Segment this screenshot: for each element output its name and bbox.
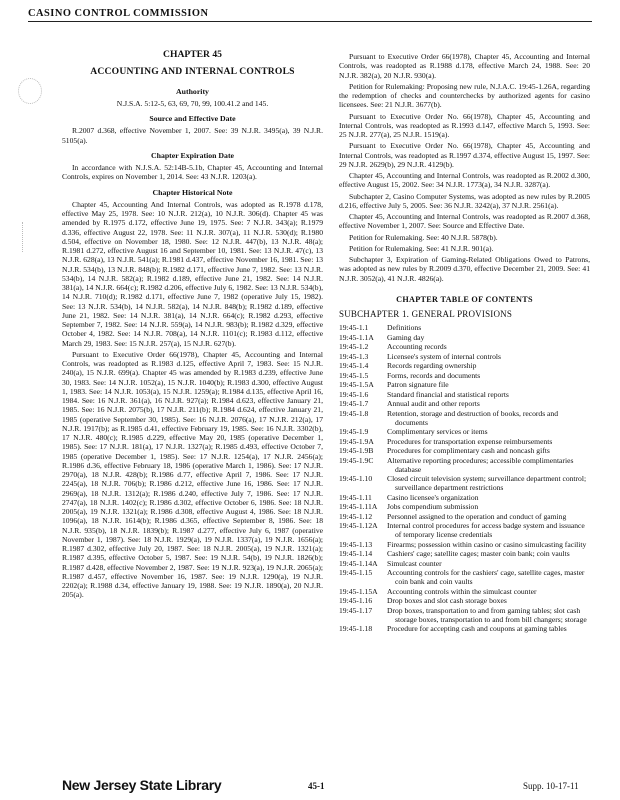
toc-section-title: Procedures for complimentary cash and noncash gifts <box>387 446 550 456</box>
authority-text: N.J.S.A. 5:12-5, 63, 69, 70, 99, 100.41.2 and 145. <box>116 98 269 108</box>
history-paragraph: Chapter 45, Accounting and Internal Controls, was readopted as R.2007 d.368, effective November 1, 2007. See: Source and Effective Date. <box>339 212 590 231</box>
toc-section-number: 19:45-1.2 <box>339 342 369 352</box>
toc-section-title: Procedure for accepting cash and coupons at gaming tables <box>387 624 567 634</box>
toc-title: CHAPTER TABLE OF CONTENTS <box>396 294 533 304</box>
right-column <box>339 52 590 634</box>
toc-section-title: Jobs compendium submission <box>387 502 479 512</box>
toc-section-number: 19:45-1.1 <box>339 323 369 333</box>
chapter-number: CHAPTER 45 <box>163 49 222 60</box>
toc-section-number: 19:45-1.9 <box>339 427 369 437</box>
toc-entry <box>339 540 590 549</box>
toc-section-title: Forms, records and documents <box>387 370 481 380</box>
toc-section-number: 19:45-1.8 <box>339 408 369 418</box>
history-paragraph: Subchapter 3, Expiration of Gaming-Related Obligations Owed to Patrons, was adopted as new rules by R.2009 d.370, effective December 21, 2009. See: 41 N.J.R. 3052(a), 41 N.J.R. 4826(a). <box>339 255 590 283</box>
toc-entry <box>339 380 590 389</box>
running-head: CASINO CONTROL COMMISSION <box>28 8 592 22</box>
toc-section-number: 19:45-1.3 <box>339 351 369 361</box>
margin-mark <box>22 222 24 252</box>
toc-section-number: 19:45-1.1A <box>339 332 374 342</box>
toc-section-title: Closed circuit television system; surveillance department control; surveillance department restrictions <box>387 474 587 493</box>
toc-section-title: Definitions <box>387 323 422 333</box>
toc-entry <box>339 568 590 586</box>
toc-entry <box>339 521 590 539</box>
toc-section-title: Simulcast counter <box>387 558 442 568</box>
toc-section-number: 19:45-1.17 <box>339 605 373 615</box>
toc-section-title: Procedures for transportation expense reimbursements <box>387 436 553 446</box>
toc-section-title: Firearms; possession within casino or casino simulcasting facility <box>387 539 587 549</box>
toc-subchapter: SUBCHAPTER 1. GENERAL PROVISIONS <box>339 309 513 319</box>
toc-section-title: Personnel assigned to the operation and conduct of gaming <box>387 511 567 521</box>
left-column <box>62 50 323 602</box>
toc-section-title: Accounting controls for the cashiers' cage, satellite cages, master coin bank and coin vaults <box>387 568 585 587</box>
toc-section-number: 19:45-1.5A <box>339 380 374 390</box>
toc-section-number: 19:45-1.4 <box>339 361 369 371</box>
library-stamp: New Jersey State Library <box>62 777 222 793</box>
source-heading: Source and Effective Date <box>149 114 236 123</box>
toc-entry <box>339 549 590 558</box>
toc-entry <box>339 446 590 455</box>
toc-section-number: 19:45-1.15 <box>339 568 373 578</box>
toc-section-title: Records regarding ownership <box>387 361 477 371</box>
toc-entry <box>339 409 590 427</box>
toc-section-number: 19:45-1.14 <box>339 549 373 559</box>
toc-entry <box>339 456 590 474</box>
toc-entry <box>339 559 590 568</box>
toc-section-number: 19:45-1.16 <box>339 596 373 606</box>
toc-section-number: 19:45-1.14A <box>339 558 378 568</box>
toc-entry <box>339 323 590 332</box>
toc-section-title: Retention, storage and destruction of books, records and documents <box>387 408 559 427</box>
toc-entry <box>339 399 590 408</box>
toc-entry <box>339 512 590 521</box>
toc-section-title: Licensee's system of internal controls <box>387 351 501 361</box>
toc-entry <box>339 606 590 624</box>
toc-entry <box>339 596 590 605</box>
history-paragraph: Petition for Rulemaking. See: 41 N.J.R. 901(a). <box>349 243 494 253</box>
toc-entry <box>339 390 590 399</box>
toc-section-number: 19:45-1.9C <box>339 455 374 465</box>
page-number: 45-1 <box>308 781 325 791</box>
history-paragraph: Pursuant to Executive Order No. 66(1978), Chapter 45, Accounting and Internal Controls, was readopted as R.1997 d.374, effective August 15, 1997. See: 29 N.J.R. 2629(b), 29 N.J.R. 4129(b). <box>339 141 590 169</box>
toc-section-title: Accounting controls within the simulcast counter <box>387 586 537 596</box>
toc-entry <box>339 474 590 492</box>
toc-section-number: 19:45-1.12A <box>339 521 378 531</box>
toc-section-title: Annual audit and other reports <box>387 399 480 409</box>
toc-entry <box>339 502 590 511</box>
toc-entry <box>339 342 590 351</box>
expiration-text: In accordance with N.J.S.A. 52:14B-5.1b, Chapter 45, Accounting and Internal Controls, expires on November 1, 2014. See: 43 N.J.R. 1203(a). <box>62 163 323 182</box>
toc-entry <box>339 333 590 342</box>
punch-hole-mark <box>18 78 42 104</box>
toc-section-title: Cashiers' cage; satellite cages; master coin bank; coin vaults <box>387 549 570 559</box>
toc-section-title: Standard financial and statistical reports <box>387 389 509 399</box>
history-paragraph: Pursuant to Executive Order 66(1978), Chapter 45, Accounting and Internal Controls, was readopted as R.1983 d.125, effective April 7, 1983. See: 15 N.J.R. 240(a), 15 N.J.R. 699(a). Chapter 45 was amended by R.1983 d.239, effective June 30, 1983. See: 14 N.J.R. 1052(a), 15 N.J.R. 1040(b); R.1983 d.300, effective August 1, 1983. See: 14 N.J.R. 1053(a), 15 N.J.R. 1259(a); R.1984 d.135, effective April 16, 1984. See: 16 N.J.R. 361(a), 16 N.J.R. 927(a); R.1984 d.623, effective January 21, 1985. See: 16 N.J.R. 2075(b), 17 N.J.R. 211(b); R.1984 d.624, effective January 21, 1985 (operative September 30, 1985). See: 16 N.J.R. 2076(a), 17 N.J.R. 212(a), 17 N.J.R. 1917(b); as R.1985 d.41, effective February 19, 1985. See: 16 N.J.R. 3302(b), 17 N.J.R. 480(c); R.1985 d.229, effective May 20, 1985 (operative December 1, 1985). See: 17 N.J.R. 181(a), 17 N.J.R. 1327(a); R.1985 d.493, effective October 7, 1985 (operative December 1, 1985). See: 17 N.J.R. 1254(a), 17 N.J.R. 2456(a); R.1986 d.36, effective February 18, 1986 (operative March 1, 1986). See: 17 N.J.R. 2970(a), 18 N.J.R. 428(b); R.1986 d.77, effective April 7, 1986. See: 17 N.J.R. 2245(a), 18 N.J.R. 706(b); R.1986 d.212, effective June 16, 1986. See: 17 N.J.R. 2969(a), 18 N.J.R. 1312(a); R.1986 d.240, effective July 7, 1986. See: 17 N.J.R. 2747(a), 18 N.J.R. 1402(c); R.1986 d.302, effective October 6, 1986. See: 18 N.J.R. 2005(a), 19 N.J.R. 1321(a); R.1986 d.308, effective August 4, 1986. See: 18 N.J.R. 1096(a), 18 N.J.R. 1614(b); R.1986 d.365, effective September 8, 1986. See: 18 N.J.R. 935(b), 18 N.J.R. 1839(b); R.1987 d.277, effective July 6, 1987 (operative November 1, 1987). See: 18 N.J.R. 1929(a), 19 N.J.R. 1337(a), 19 N.J.R. 1656(a); R.1987 d.302, effective July 20, 1987. See: 18 N.J.R. 2005(a), 19 N.J.R. 1321(a); R.1987 d.395, effective October 5, 1987. See: 19 N.J.R. 54(b), 19 N.J.R. 1826(b); R.1987 d.428, effective November 2, 1987. See: 19 N.J.R. 923(a), 19 N.J.R. 2065(a); R.1987 d.457, effective November 16, 1987. See: 19 N.J.R. 1290(a), 19 N.J.R. 2202(a); R.1988 d.34, effective January 19, 1988. See: 19 N.J.R. 1890(a), 20 N.J.R. 205(a). <box>62 349 323 600</box>
history-paragraph: Chapter 45, Accounting And Internal Controls, was adopted as R.1978 d.178, effective May 25, 1978. See: 10 N.J.R. 212(a), 10 N.J.R. 306(d). Chapter 45 was amended by R.1975 d.172, effective June 19, 1975. See: 7 N.J.R. 343(a); R.1979 d.336, effective August 22, 1978. See: 11 N.J.R. 307(a), 11 N.J.R. 530(d); R.1980 d.504, effective on November 18, 1980. See: 12 N.J.R. 447(b), 13 N.J.R. 48(a); R.1981 d.272, effective August 16 and September 10, 1981. See: 13 N.J.R. 47(c), 13 N.J.R. 628(a), 13 N.J.R. 541(a); R.1981 d.437, effective November 16, 1981. See: 13 N.J.R. 534(b), 13 N.J.R. 848(b); R.1982 d.171, effective June 7, 1982. See: 13 N.J.R. 534(b), 14 N.J.R. 582(a); R.1982 d.189, effective June 21, 1982. See: 14 N.J.R. 381(a), 14 N.J.R. 664(c); R.1982 d.206, effective July 6, 1982. See: 13 N.J.R. 534(b), 14 N.J.R. 710(d); R.1982 d.171, effective June 7, 1982 (operative July 15, 1982). See: 13 N.J.R. 534(b), 14 N.J.R. 582(a), 14 N.J.R. 848(b); R.1982 d.189, effective June 21, 1982. See: 14 N.J.R. 381(a), 14 N.J.R. 664(c); R.1982 d.293, effective September 7, 1982. See: 14 N.J.R. 559(a), 14 N.J.R. 983(b); R.1982 d.329, effective October 4, 1982. See: 14 N.J.R. 708(a), 14 N.J.R. 1101(c); R.1983 d.112, effective March 29, 1983. See: 15 N.J.R. 257(a), 15 N.J.R. 627(b). <box>62 199 323 348</box>
history-heading: Chapter Historical Note <box>152 187 233 197</box>
toc-entry <box>339 493 590 502</box>
toc-entry <box>339 624 590 633</box>
chapter-title: ACCOUNTING AND INTERNAL CONTROLS <box>90 66 295 78</box>
toc-section-title: Drop boxes and slot cash storage boxes <box>387 596 507 606</box>
history-paragraph: Pursuant to Executive Order No. 66(1978), Chapter 45, Accounting and Internal Controls, was readopted as R.1993 d.147, effective March 5, 1993. See: 25 N.J.R. 277(a), 25 N.J.R. 1519(a). <box>339 111 590 139</box>
toc-entry <box>339 361 590 370</box>
expiration-heading: Chapter Expiration Date <box>150 150 235 160</box>
toc-section-number: 19:45-1.6 <box>339 389 369 399</box>
toc-entry <box>339 437 590 446</box>
toc-section-number: 19:45-1.7 <box>339 399 369 409</box>
toc-section-number: 19:45-1.10 <box>339 474 373 484</box>
toc-section-number: 19:45-1.12 <box>339 511 373 521</box>
toc-section-number: 19:45-1.11 <box>339 492 372 502</box>
toc-section-number: 19:45-1.11A <box>339 502 378 512</box>
toc-section-number: 19:45-1.9A <box>339 436 374 446</box>
source-text: R.2007 d.368, effective November 1, 2007. See: 39 N.J.R. 3495(a), 39 N.J.R. 5105(a). <box>62 126 323 145</box>
toc-entry <box>339 352 590 361</box>
toc-section-number: 19:45-1.18 <box>339 624 373 634</box>
toc-section-number: 19:45-1.5 <box>339 370 369 380</box>
toc-section-title: Accounting records <box>387 342 447 352</box>
toc-section-title: Drop boxes, transportation to and from gaming tables; slot cash storage boxes, transportation to and from bill changers; storage <box>387 605 587 624</box>
toc-entry <box>339 371 590 380</box>
history-paragraph: Petition for Rulemaking. See: 40 N.J.R. 5878(b). <box>349 232 498 242</box>
history-paragraph: Subchapter 2, Casino Computer Systems, was adopted as new rules by R.2005 d.216, effective July 5, 2005. See: 36 N.J.R. 3242(a), 37 N.J.R. 2561(a). <box>339 191 590 210</box>
toc-section-number: 19:45-1.9B <box>339 446 374 456</box>
toc-section-title: Patron signature file <box>387 380 449 390</box>
toc-section-number: 19:45-1.15A <box>339 586 378 596</box>
authority-heading: Authority <box>176 86 209 96</box>
history-paragraph: Chapter 45, Accounting and Internal Controls, was readopted as R.2002 d.300, effective August 15, 2002. See: 34 N.J.R. 1773(a), 34 N.J.R. 3287(a). <box>339 171 590 190</box>
supplement-date: Supp. 10-17-11 <box>523 781 579 791</box>
toc-section-number: 19:45-1.13 <box>339 539 373 549</box>
toc-list <box>339 323 590 633</box>
toc-section-title: Gaming day <box>387 332 425 342</box>
toc-entry <box>339 427 590 436</box>
toc-entry <box>339 587 590 596</box>
toc-section-title: Casino licensee's organization <box>387 492 479 502</box>
history-paragraph: Pursuant to Executive Order 66(1978), Chapter 45, Accounting and Internal Controls, was readopted as R.1988 d.178, effective March 24, 1988. See: 20 N.J.R. 382(a), 20 N.J.R. 930(a). <box>339 52 590 80</box>
toc-section-title: Internal control procedures for access badge system and issuance of temporary license credentials <box>387 521 585 540</box>
history-paragraph: Petition for Rulemaking: Proposing new rule, N.J.A.C. 19:45-1.26A, regarding the redemption of checks and counterchecks by authorized agents for casino licensees. See: 21 N.J.R. 3677(b). <box>339 81 590 110</box>
toc-section-title: Alternative reporting procedures; accessible complimentaries database <box>387 455 574 474</box>
toc-section-title: Complimentary services or items <box>387 427 488 437</box>
